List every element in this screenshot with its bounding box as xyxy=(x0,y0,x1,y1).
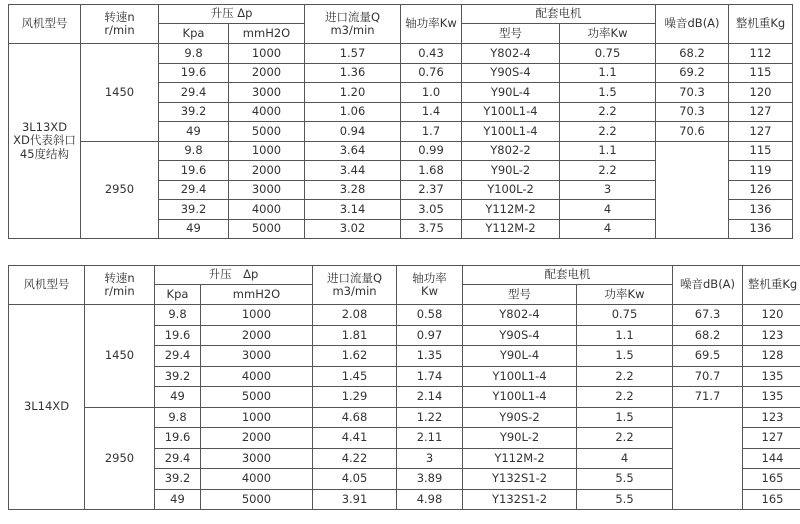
motor-model-cell: Y90S-4 xyxy=(463,325,577,346)
mmh2o-cell: 3000 xyxy=(229,83,305,103)
kpa-cell: 9.8 xyxy=(159,44,229,64)
mmh2o-cell: 4000 xyxy=(229,102,305,122)
kpa-cell: 39.2 xyxy=(155,366,201,387)
motor-model-cell: Y100L1-4 xyxy=(462,102,560,122)
motor-power-cell: 4 xyxy=(577,448,673,469)
motor-model-cell: Y802-2 xyxy=(462,141,560,161)
fan-spec-table-3l13xd xyxy=(8,4,793,239)
weight-cell: 144 xyxy=(743,448,800,469)
header-flow-unit: m3/min xyxy=(332,284,377,298)
kpa-cell: 9.8 xyxy=(159,141,229,161)
motor-power-cell: 1.1 xyxy=(560,63,656,83)
weight-cell: 127 xyxy=(729,122,793,142)
mmh2o-cell: 1000 xyxy=(201,305,313,326)
noise-cell xyxy=(673,407,743,510)
weight-cell: 127 xyxy=(743,428,800,449)
motor-model-cell: Y100L1-4 xyxy=(463,366,577,387)
header-shaft-power xyxy=(397,266,463,305)
weight-cell: 128 xyxy=(743,346,800,367)
header-motor-power: 功率Kw xyxy=(560,24,656,44)
motor-model-cell: Y112M-2 xyxy=(462,219,560,239)
header-pressure: 升压 Δp xyxy=(159,5,305,24)
mmh2o-cell: 3000 xyxy=(201,448,313,469)
header-flow xyxy=(305,5,401,44)
header-weight: 整机重Kg xyxy=(729,5,793,44)
shaft-power-cell: 1.4 xyxy=(401,102,462,122)
motor-power-cell: 2.2 xyxy=(577,387,673,408)
shaft-power-cell: 2.37 xyxy=(401,180,462,200)
flow-cell: 3.44 xyxy=(305,161,401,181)
shaft-power-cell: 1.0 xyxy=(401,83,462,103)
flow-cell: 1.36 xyxy=(305,63,401,83)
mmh2o-cell: 5000 xyxy=(229,122,305,142)
header-speed-unit: r/min xyxy=(104,23,135,37)
model-line: XD代表斜口 xyxy=(13,133,76,148)
shaft-power-cell: 3.89 xyxy=(397,469,463,490)
header-shaft-power: 轴功率Kw xyxy=(401,5,462,44)
flow-cell: 1.81 xyxy=(313,325,397,346)
kpa-cell: 19.6 xyxy=(155,428,201,449)
noise-cell: 70.3 xyxy=(656,83,729,103)
header-speed xyxy=(85,266,155,305)
shaft-power-cell: 2.14 xyxy=(397,387,463,408)
motor-power-cell: 4 xyxy=(560,219,656,239)
header-flow-label: 进口流量Q xyxy=(326,270,383,285)
mmh2o-cell: 2000 xyxy=(201,428,313,449)
shaft-power-cell: 3 xyxy=(397,448,463,469)
flow-cell: 4.41 xyxy=(313,428,397,449)
motor-model-cell: Y802-4 xyxy=(462,44,560,64)
header-noise: 噪音dB(A) xyxy=(656,5,729,44)
table-row xyxy=(9,407,800,428)
motor-power-cell: 4 xyxy=(560,200,656,220)
motor-power-cell: 1.5 xyxy=(577,346,673,367)
header-noise: 噪音dB(A) xyxy=(673,266,743,305)
shaft-power-cell: 0.97 xyxy=(397,325,463,346)
flow-cell: 0.94 xyxy=(305,122,401,142)
shaft-power-cell: 1.35 xyxy=(397,346,463,367)
mmh2o-cell: 4000 xyxy=(229,200,305,220)
speed-cell: 1450 xyxy=(85,305,155,408)
model-cell: 3L14XD xyxy=(9,305,85,510)
kpa-cell: 29.4 xyxy=(159,83,229,103)
kpa-cell: 39.2 xyxy=(155,469,201,490)
flow-cell: 4.22 xyxy=(313,448,397,469)
kpa-cell: 9.8 xyxy=(155,407,201,428)
header-weight: 整机重Kg xyxy=(743,266,800,305)
noise-cell: 68.2 xyxy=(656,44,729,64)
motor-model-cell: Y112M-2 xyxy=(463,448,577,469)
weight-cell: 136 xyxy=(729,200,793,220)
motor-model-cell: Y90S-2 xyxy=(463,407,577,428)
motor-model-cell: Y90L-4 xyxy=(463,346,577,367)
motor-power-cell: 3 xyxy=(560,180,656,200)
noise-cell: 70.7 xyxy=(673,366,743,387)
weight-cell: 126 xyxy=(729,180,793,200)
fan-spec-table-3l14xd xyxy=(8,265,800,510)
shaft-power-cell: 1.74 xyxy=(397,366,463,387)
header-model: 风机型号 xyxy=(9,5,81,44)
mmh2o-cell: 5000 xyxy=(229,219,305,239)
flow-cell: 1.20 xyxy=(305,83,401,103)
flow-cell: 1.45 xyxy=(313,366,397,387)
weight-cell: 165 xyxy=(743,489,800,510)
header-kpa: Kpa xyxy=(159,24,229,44)
speed-cell: 1450 xyxy=(81,44,159,142)
header-motor-power: 功率Kw xyxy=(577,285,673,305)
noise-cell: 68.2 xyxy=(673,325,743,346)
noise-cell: 71.7 xyxy=(673,387,743,408)
flow-cell: 2.08 xyxy=(313,305,397,326)
noise-cell: 69.5 xyxy=(673,346,743,367)
weight-cell: 136 xyxy=(729,219,793,239)
shaft-power-cell: 1.22 xyxy=(397,407,463,428)
motor-model-cell: Y90L-2 xyxy=(463,428,577,449)
flow-cell: 3.28 xyxy=(305,180,401,200)
speed-cell: 2950 xyxy=(85,407,155,510)
kpa-cell: 19.6 xyxy=(159,63,229,83)
weight-cell: 165 xyxy=(743,469,800,490)
kpa-cell: 49 xyxy=(155,489,201,510)
flow-cell: 3.91 xyxy=(313,489,397,510)
motor-power-cell: 0.75 xyxy=(560,44,656,64)
speed-cell: 2950 xyxy=(81,141,159,239)
weight-cell: 119 xyxy=(729,161,793,181)
motor-model-cell: Y132S1-2 xyxy=(463,489,577,510)
mmh2o-cell: 5000 xyxy=(201,489,313,510)
header-motor: 配套电机 xyxy=(462,5,656,24)
shaft-power-cell: 3.05 xyxy=(401,200,462,220)
motor-power-cell: 1.1 xyxy=(560,141,656,161)
weight-cell: 120 xyxy=(743,305,800,326)
table-row xyxy=(9,141,793,161)
flow-cell: 1.62 xyxy=(313,346,397,367)
motor-power-cell: 2.2 xyxy=(577,366,673,387)
mmh2o-cell: 2000 xyxy=(229,161,305,181)
mmh2o-cell: 5000 xyxy=(201,387,313,408)
motor-model-cell: Y100L-2 xyxy=(462,180,560,200)
header-shaft-power-unit: Kw xyxy=(421,284,438,298)
mmh2o-cell: 2000 xyxy=(229,63,305,83)
header-kpa: Kpa xyxy=(155,285,201,305)
weight-cell: 115 xyxy=(729,141,793,161)
weight-cell: 112 xyxy=(729,44,793,64)
flow-cell: 1.29 xyxy=(313,387,397,408)
motor-power-cell: 5.5 xyxy=(577,489,673,510)
header-speed-label: 转速n xyxy=(104,9,135,24)
motor-model-cell: Y802-4 xyxy=(463,305,577,326)
flow-cell: 1.57 xyxy=(305,44,401,64)
mmh2o-cell: 2000 xyxy=(201,325,313,346)
noise-cell xyxy=(656,141,729,239)
motor-model-cell: Y100L1-4 xyxy=(463,387,577,408)
header-flow-label: 进口流量Q xyxy=(324,9,381,24)
shaft-power-cell: 1.7 xyxy=(401,122,462,142)
flow-cell: 3.02 xyxy=(305,219,401,239)
header-flow xyxy=(313,266,397,305)
mmh2o-cell: 1000 xyxy=(201,407,313,428)
noise-cell: 70.6 xyxy=(656,122,729,142)
kpa-cell: 49 xyxy=(155,387,201,408)
weight-cell: 115 xyxy=(729,63,793,83)
motor-power-cell: 1.5 xyxy=(577,407,673,428)
motor-model-cell: Y90L-4 xyxy=(462,83,560,103)
kpa-cell: 29.4 xyxy=(155,448,201,469)
header-motor-model: 型号 xyxy=(463,285,577,305)
header-mmh2o: mmH2O xyxy=(201,285,313,305)
mmh2o-cell: 3000 xyxy=(229,180,305,200)
motor-power-cell: 2.2 xyxy=(560,102,656,122)
kpa-cell: 39.2 xyxy=(159,200,229,220)
motor-model-cell: Y112M-2 xyxy=(462,200,560,220)
mmh2o-cell: 4000 xyxy=(201,469,313,490)
weight-cell: 120 xyxy=(729,83,793,103)
motor-power-cell: 2.2 xyxy=(560,161,656,181)
flow-cell: 4.05 xyxy=(313,469,397,490)
weight-cell: 123 xyxy=(743,407,800,428)
motor-power-cell: 0.75 xyxy=(577,305,673,326)
mmh2o-cell: 1000 xyxy=(229,141,305,161)
motor-power-cell: 5.5 xyxy=(577,469,673,490)
shaft-power-cell: 1.68 xyxy=(401,161,462,181)
weight-cell: 135 xyxy=(743,366,800,387)
kpa-cell: 29.4 xyxy=(159,180,229,200)
mmh2o-cell: 1000 xyxy=(229,44,305,64)
header-speed xyxy=(81,5,159,44)
header-speed-label: 转速n xyxy=(104,270,135,285)
motor-power-cell: 1.1 xyxy=(577,325,673,346)
mmh2o-cell: 4000 xyxy=(201,366,313,387)
noise-cell: 69.2 xyxy=(656,63,729,83)
shaft-power-cell: 2.11 xyxy=(397,428,463,449)
kpa-cell: 29.4 xyxy=(155,346,201,367)
motor-model-cell: Y100L1-4 xyxy=(462,122,560,142)
header-motor-model: 型号 xyxy=(462,24,560,44)
noise-cell: 70.3 xyxy=(656,102,729,122)
kpa-cell: 39.2 xyxy=(159,102,229,122)
motor-model-cell: Y90L-2 xyxy=(462,161,560,181)
flow-cell: 1.06 xyxy=(305,102,401,122)
kpa-cell: 49 xyxy=(159,122,229,142)
kpa-cell: 19.6 xyxy=(155,325,201,346)
motor-power-cell: 2.2 xyxy=(577,428,673,449)
model-line: 45度结构 xyxy=(19,146,70,161)
motor-power-cell: 1.5 xyxy=(560,83,656,103)
header-model: 风机型号 xyxy=(9,266,85,305)
flow-cell: 4.68 xyxy=(313,407,397,428)
table-row xyxy=(9,44,793,64)
header-mmh2o: mmH2O xyxy=(229,24,305,44)
shaft-power-cell: 0.58 xyxy=(397,305,463,326)
model-cell xyxy=(9,44,81,239)
header-row xyxy=(9,266,800,285)
weight-cell: 127 xyxy=(729,102,793,122)
motor-power-cell: 2.2 xyxy=(560,122,656,142)
shaft-power-cell: 4.98 xyxy=(397,489,463,510)
header-motor: 配套电机 xyxy=(463,266,673,285)
header-speed-unit: r/min xyxy=(104,284,135,298)
header-row xyxy=(9,5,793,24)
table-row xyxy=(9,305,800,326)
noise-cell: 67.3 xyxy=(673,305,743,326)
flow-cell: 3.14 xyxy=(305,200,401,220)
motor-model-cell: Y132S1-2 xyxy=(463,469,577,490)
flow-cell: 3.64 xyxy=(305,141,401,161)
header-pressure: 升压 Δp xyxy=(155,266,313,285)
weight-cell: 123 xyxy=(743,325,800,346)
mmh2o-cell: 3000 xyxy=(201,346,313,367)
model-line: 3L13XD xyxy=(21,120,68,135)
shaft-power-cell: 0.99 xyxy=(401,141,462,161)
kpa-cell: 49 xyxy=(159,219,229,239)
header-shaft-power-label: 轴功率 xyxy=(412,270,447,285)
header-flow-unit: m3/min xyxy=(330,23,375,37)
motor-model-cell: Y90S-4 xyxy=(462,63,560,83)
shaft-power-cell: 0.43 xyxy=(401,44,462,64)
kpa-cell: 19.6 xyxy=(159,161,229,181)
shaft-power-cell: 3.75 xyxy=(401,219,462,239)
shaft-power-cell: 0.76 xyxy=(401,63,462,83)
weight-cell: 135 xyxy=(743,387,800,408)
kpa-cell: 9.8 xyxy=(155,305,201,326)
